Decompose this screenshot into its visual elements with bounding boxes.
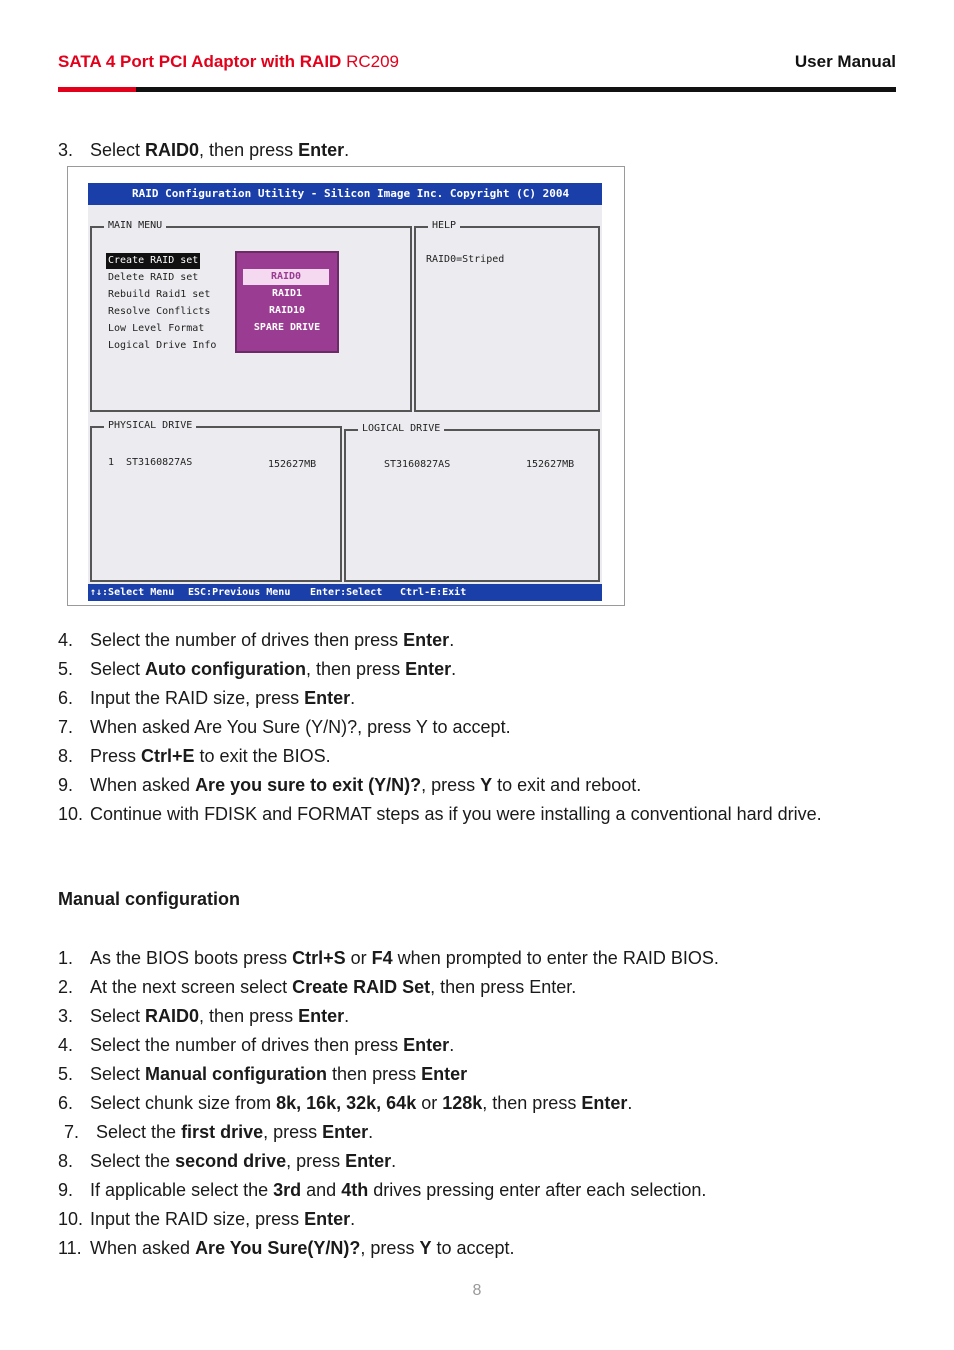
step-text: . (344, 1006, 350, 1026)
step-bold: second drive (175, 1151, 287, 1171)
step-text: When asked Are You Sure (Y/N)?, press Y to accept. (90, 717, 511, 737)
step-text: . (350, 1209, 356, 1229)
step-number: 7. (64, 1122, 80, 1142)
step-text: Continue with FDISK and FORMAT steps as if you were installing a conventional hard drive. (90, 804, 822, 824)
status-enter-select: Enter:Select (310, 587, 383, 598)
step-bold: Enter (298, 140, 345, 160)
step-text: . (449, 1035, 455, 1055)
physical-drive-label: PHYSICAL DRIVE (104, 420, 196, 432)
status-previous-menu: ESC:Previous Menu (188, 587, 291, 598)
step-text: At the next screen select (90, 977, 293, 997)
step-number: 9. (58, 775, 74, 795)
step-text: When asked (90, 775, 196, 795)
step-number: 10. (58, 1209, 84, 1229)
step-number: 5. (58, 1064, 74, 1084)
header-rule-red (58, 87, 136, 92)
step-number: 4. (58, 630, 74, 650)
logical-drive-label: LOGICAL DRIVE (358, 423, 444, 435)
step-text: , press (263, 1122, 323, 1142)
help-text: RAID0=Striped (426, 254, 505, 265)
step-bold: Enter (403, 630, 450, 650)
list-item (58, 1063, 467, 1085)
step-bold: Enter (304, 1209, 351, 1229)
manual-config-heading: Manual configuration (58, 889, 240, 909)
list-item (58, 716, 511, 738)
step-number: 10. (58, 804, 84, 824)
step-bold: RAID0 (145, 140, 200, 160)
step-bold: Enter (322, 1122, 369, 1142)
step-bold: Enter (345, 1151, 392, 1171)
list-item (58, 687, 355, 709)
list-item (58, 947, 719, 969)
list-item (58, 803, 822, 825)
step-bold: Enter (581, 1093, 628, 1113)
bios-title-bar: RAID Configuration Utility - Silicon Image Inc. Copyright (C) 2004 (88, 183, 602, 205)
step-text: Select the (96, 1122, 182, 1142)
step-text: to accept. (431, 1238, 515, 1258)
step-number: 3. (58, 140, 74, 160)
list-item (58, 1150, 396, 1172)
step-number: 6. (58, 1093, 74, 1113)
page-number: 8 (472, 1282, 482, 1299)
step-text: Press (90, 746, 142, 766)
step-text: then press (327, 1064, 422, 1084)
bios-status-bar (88, 584, 602, 601)
help-label: HELP (428, 220, 460, 232)
step-bold: first drive (181, 1122, 264, 1142)
physical-drive-box (90, 420, 342, 582)
step-text: or (345, 948, 372, 968)
step-bold: 3rd (273, 1180, 302, 1200)
step-bold: Enter (405, 659, 452, 679)
step-text: Select the number of drives then press (90, 1035, 404, 1055)
product-name: SATA 4 Port PCI Adaptor with RAID (58, 52, 342, 71)
step-text: . (344, 140, 350, 160)
step-bold: 4th (341, 1180, 369, 1200)
step-number: 3. (58, 1006, 74, 1026)
physical-drive-size: 152627MB (268, 459, 317, 470)
step-number: 2. (58, 977, 74, 997)
step-bold: Create RAID Set (292, 977, 431, 997)
step-text: to exit and reboot. (492, 775, 642, 795)
step-text: Select (90, 1006, 146, 1026)
step-text: . (391, 1151, 397, 1171)
step-text: , then press Enter. (430, 977, 577, 997)
step-text: drives pressing enter after each selection. (368, 1180, 707, 1200)
list-item (58, 1237, 515, 1259)
step-number: 11. (58, 1238, 82, 1258)
step-bold: Manual configuration (145, 1064, 328, 1084)
step-bold: Auto configuration (145, 659, 307, 679)
document-type: User Manual (794, 52, 896, 71)
step-text: As the BIOS boots press (90, 948, 293, 968)
step-number: 4. (58, 1035, 74, 1055)
step-bold: Enter (421, 1064, 468, 1084)
step-text: If applicable select the (90, 1180, 274, 1200)
step-number: 9. (58, 1180, 74, 1200)
menu-item-rebuild-raid1: Rebuild Raid1 set (108, 289, 211, 300)
logical-drive-box (344, 423, 600, 582)
step-text: , then press (482, 1093, 582, 1113)
step-text: . (368, 1122, 374, 1142)
list-item (58, 1034, 454, 1056)
step-text: Input the RAID size, press (90, 688, 305, 708)
model-number: RC209 (346, 52, 399, 71)
step-text: to exit the BIOS. (194, 746, 331, 766)
step-text: . (350, 688, 356, 708)
popup-item-spare-drive: SPARE DRIVE (253, 322, 321, 333)
step-text: . (449, 630, 455, 650)
step-text: , then press (199, 140, 299, 160)
product-title (58, 52, 399, 72)
step-bold: Y (480, 775, 493, 795)
step-bold: Are you sure to exit (Y/N)? (195, 775, 422, 795)
step-bold: F4 (371, 948, 393, 968)
list-item (58, 1005, 349, 1027)
list-item (58, 745, 331, 767)
help-box (414, 220, 600, 412)
list-item (58, 1208, 355, 1230)
step-number: 6. (58, 688, 74, 708)
step-text: , press (360, 1238, 420, 1258)
step-text: , press (421, 775, 481, 795)
popup-item-raid0: RAID0 (243, 269, 329, 285)
intro-step (58, 139, 349, 161)
step-bold: Enter (304, 688, 351, 708)
raid-level-popup (235, 251, 339, 353)
main-menu-label: MAIN MENU (104, 220, 166, 232)
step-bold: Are You Sure(Y/N)? (195, 1238, 361, 1258)
logical-drive-size: 152627MB (526, 459, 575, 470)
step-text: . (627, 1093, 633, 1113)
step-number: 8. (58, 1151, 74, 1171)
bios-screenshot (88, 183, 602, 601)
step-text: Input the RAID size, press (90, 1209, 305, 1229)
menu-item-logical-drive-info: Logical Drive Info (108, 340, 217, 351)
step-text: , press (286, 1151, 346, 1171)
header-rule-black (136, 87, 896, 92)
menu-item-low-level-format: Low Level Format (108, 323, 205, 334)
physical-drive-model: ST3160827AS (126, 457, 193, 468)
step-bold: Ctrl+E (141, 746, 195, 766)
step-text: Select the (90, 1151, 176, 1171)
step-text: , then press (199, 1006, 299, 1026)
step-number: 8. (58, 746, 74, 766)
popup-item-raid1: RAID1 (271, 288, 303, 299)
popup-item-raid10: RAID10 (268, 305, 306, 316)
step-bold: 128k (442, 1093, 483, 1113)
step-text: Select (90, 1064, 146, 1084)
list-item (58, 1092, 632, 1114)
step-text: When asked (90, 1238, 196, 1258)
list-item (64, 1121, 373, 1143)
step-text: , then press (306, 659, 406, 679)
list-item (58, 774, 641, 796)
step-number: 1. (58, 948, 74, 968)
logical-drive-model: ST3160827AS (384, 459, 451, 470)
step-bold: RAID0 (145, 1006, 200, 1026)
step-bold: Ctrl+S (292, 948, 346, 968)
status-select-menu: ↑↓:Select Menu (90, 587, 175, 598)
step-number: 5. (58, 659, 74, 679)
step-text: Select (90, 140, 146, 160)
status-exit: Ctrl-E:Exit (400, 587, 467, 598)
step-bold: Enter (298, 1006, 345, 1026)
step-text: Select chunk size from (90, 1093, 277, 1113)
list-item (58, 658, 456, 680)
page-header (58, 52, 896, 78)
step-bold: Y (419, 1238, 432, 1258)
step-text: Select the number of drives then press (90, 630, 404, 650)
list-item (58, 629, 454, 651)
physical-drive-index: 1 (108, 457, 115, 468)
step-text: and (301, 1180, 342, 1200)
menu-item-resolve-conflicts: Resolve Conflicts (108, 306, 211, 317)
menu-item-delete-raid-set: Delete RAID set (108, 272, 199, 283)
step-text: Select (90, 659, 146, 679)
menu-item-create-raid-set: Create RAID set (106, 253, 200, 269)
list-item (58, 1179, 706, 1201)
list-item (58, 976, 576, 998)
step-bold: 8k, 16k, 32k, 64k (276, 1093, 417, 1113)
step-text: or (416, 1093, 443, 1113)
step-text: . (451, 659, 457, 679)
step-number: 7. (58, 717, 74, 737)
step-bold: Enter (403, 1035, 450, 1055)
step-text: when prompted to enter the RAID BIOS. (392, 948, 719, 968)
